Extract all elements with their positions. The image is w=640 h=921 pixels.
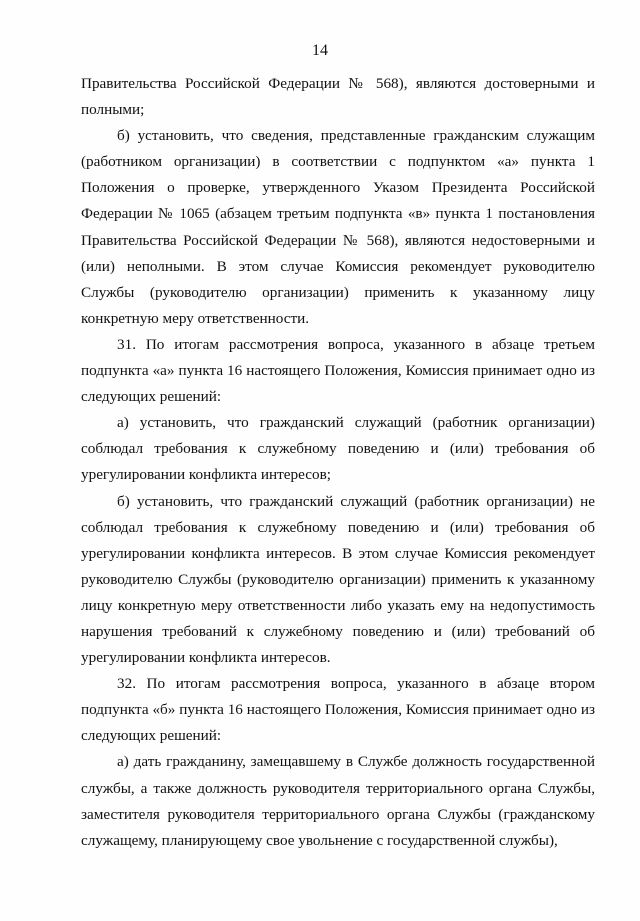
paragraph-continuation: Правительства Российской Федерации № 568), являются достоверными и полными; <box>81 75 595 119</box>
paragraph-31b: б) установить, что гражданский служащий (работник организации) не соблюдал требования к служебному поведению и (или) требования об урегулировании конфликта интересов. В этом случае Комиссия рекомендует руководителю Службы (руководителю организации) применить к указанному лицу конкретную меру ответственности либо указать ему на недопустимость нарушения требований к служебному поведению и (или) требований об урегулировании конфликта интересов. <box>81 492 595 667</box>
page-number: 14 <box>312 42 328 59</box>
paragraph-32: 32. По итогам рассмотрения вопроса, указанного в абзаце втором подпункта «б» пункта 16 настоящего Положения, Комиссия принимает одно из следующих решений: <box>81 675 595 745</box>
paragraph-32a: а) дать гражданину, замещавшему в Службе должность государственной службы, а также должность руководителя территориального органа Службы, заместителя руководителя территориального органа Службы (гражданскому служащему, планирующему свое увольнение с государственной службы), <box>81 753 595 849</box>
document-body <box>81 71 595 854</box>
paragraph-31a: а) установить, что гражданский служащий (работник организации) соблюдал требования к служебному поведению и (или) требования об урегулировании конфликта интересов; <box>81 414 595 484</box>
paragraph-31: 31. По итогам рассмотрения вопроса, указанного в абзаце третьем подпункта «а» пункта 16 настоящего Положения, Комиссия принимает одно из следующих решений: <box>81 335 595 406</box>
paragraph-30b: б) установить, что сведения, представленные гражданским служащим (работником организации) в соответствии с подпунктом «а» пункта 1 Положения о проверке, утвержденного Указом Президента Российской Федерации № 1065 (абзацем третьим подпункта «в» пункта 1 постановления Правительства Российской Федерации № 568), являются недостоверными и (или) неполными. В этом случае Комиссия рекомендует руководителю Службы (руководителю организации) применить к указанному лицу конкретную меру ответственности. <box>81 127 595 327</box>
